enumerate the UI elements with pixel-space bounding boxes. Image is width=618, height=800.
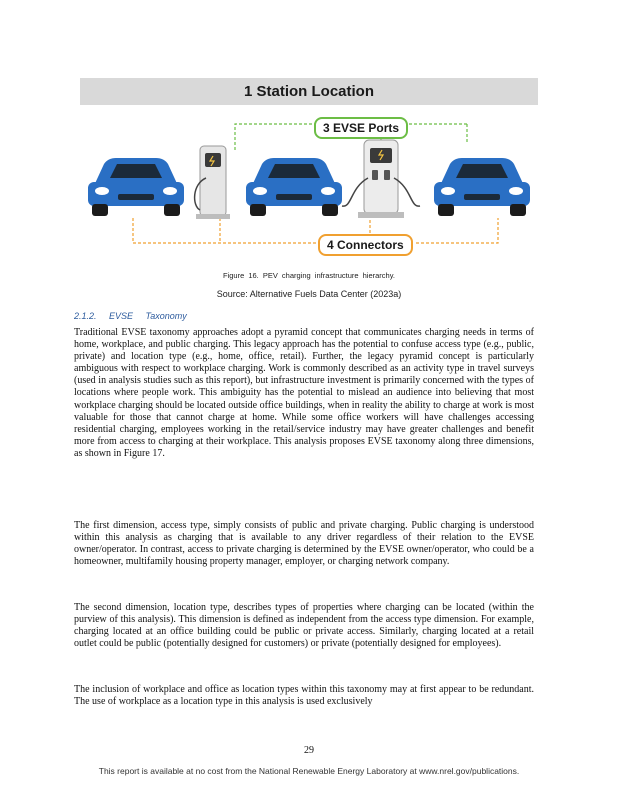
charger-center-icon — [342, 140, 420, 218]
paragraph-1: Traditional EVSE taxonomy approaches adopt a pyramid concept that communicates charging needs in terms of home, workplace, and public charging. This legacy approach has the potential to confuse access type (e.g., public, private) and location type (e.g., home, office, retail). Further, the legacy pyramid concept is particularly ambiguous with respect to workplace charging. Work is commonly described as an activity type in travel surveys (used in analysis studies such as this report), but infrastructure investment is primarily concerned with the types of locations where people work. This ambiguity has the potential to mislead an audience into believing that most workplace charging should be located outside office buildings, when in reality the ability to charge at work is most valuable for those that cannot charge at home. While some office workers will have challenges accessing residential charging, employees working in the retail/service industry may have greater challenges and benefit more from access to charging at their workplace. This analysis proposes EVSE taxonomy along three dimensions, as shown in Figure 17. — [74, 327, 534, 459]
page-footer: This report is available at no cost from the National Renewable Energy Laboratory at www.nrel.gov/publications. — [98, 766, 520, 776]
connectors-bracket — [133, 218, 498, 243]
figure-caption: Figure 16. PEV charging infrastructure hierarchy. — [222, 271, 396, 280]
section-heading: 2.1.2. EVSE Taxonomy — [74, 311, 187, 321]
car-left-icon — [88, 158, 184, 216]
connectors-label: 4 Connectors — [318, 234, 413, 256]
car-center-icon — [246, 158, 342, 216]
figure-illustration — [80, 78, 538, 273]
station-hierarchy-figure — [80, 78, 538, 273]
evse-ports-label: 3 EVSE Ports — [314, 117, 408, 139]
paragraph-4: The inclusion of workplace and office as location types within this taxonomy may at first appear to be redundant. The use of workplace as a location type in this analysis is used exclusively — [74, 684, 534, 708]
paragraph-2: The first dimension, access type, simply consists of public and private charging. Public charging is understood within this analysis as charging that is available to any driver regardless of their relation to the EVSE owner/operator. In contrast, access to private charging is determined by the EVSE owner/operator, who could be a homeowner, multifamily housing property manager, employer, or charging network company. — [74, 520, 534, 568]
car-right-icon — [434, 158, 530, 216]
figure-source: Source: Alternative Fuels Data Center (2023a) — [216, 289, 402, 299]
page-number: 29 — [304, 745, 314, 756]
figure-title: 1 Station Location — [80, 78, 538, 105]
charger-left-icon — [195, 146, 230, 219]
paragraph-3: The second dimension, location type, describes types of properties where charging can be located (within the purview of this analysis). This dimension is defined as independent from the access type dimension. For example, charging located at an office building could be public or private access. Similarly, charging located at a retail outlet could be public (potentially designed for customers) or private (potentially designed for employees). — [74, 602, 534, 650]
